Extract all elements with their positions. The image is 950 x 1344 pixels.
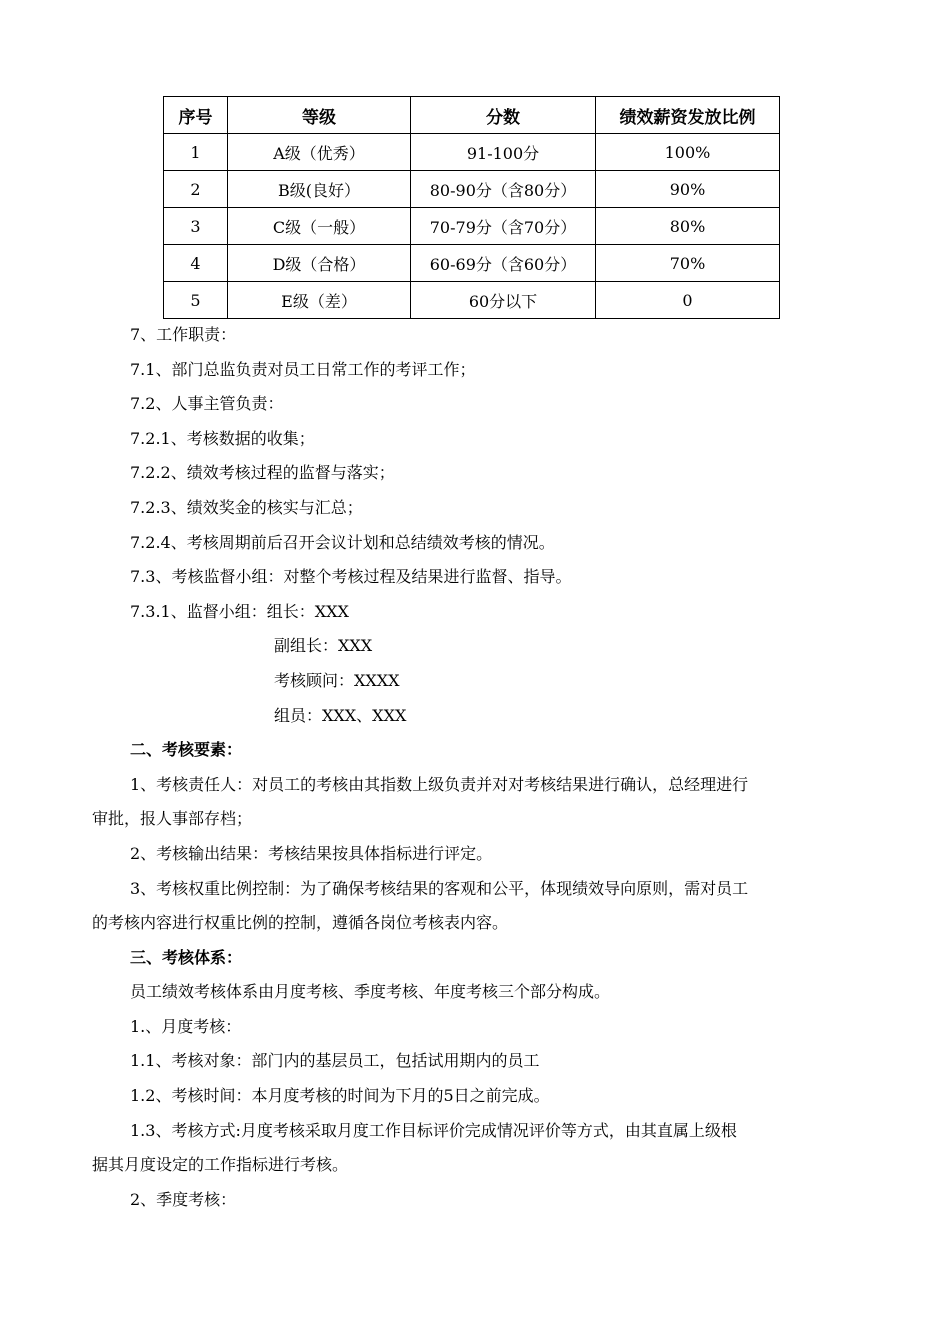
table-cell: A级（优秀） xyxy=(228,134,411,171)
document-body xyxy=(92,318,862,1217)
paragraph: 的考核内容进行权重比例的控制，遵循各岗位考核表内容。 xyxy=(92,913,509,933)
table-cell: E级（差） xyxy=(228,282,411,319)
paragraph: 2、考核输出结果：考核结果按具体指标进行评定。 xyxy=(130,843,493,863)
paragraph: 员工绩效考核体系由月度考核、季度考核、年度考核三个部分构成。 xyxy=(130,982,611,1002)
table-cell: 70% xyxy=(596,245,780,282)
paragraph: 考核顾问：XXXX xyxy=(274,670,400,690)
paragraph: 7.2.4、考核周期前后召开会议计划和总结绩效考核的情况。 xyxy=(130,532,555,552)
table-header-row xyxy=(164,97,780,134)
table-cell: 3 xyxy=(164,208,228,245)
table-cell: 80% xyxy=(596,208,780,245)
table-cell: 2 xyxy=(164,171,228,208)
paragraph: 7.2.3、绩效奖金的核实与汇总； xyxy=(130,497,363,517)
table-cell: 91-100分 xyxy=(411,134,596,171)
grade-table xyxy=(163,96,780,319)
table-cell: 80-90分（含80分） xyxy=(411,171,596,208)
table-cell: 5 xyxy=(164,282,228,319)
paragraph: 1、考核责任人：对员工的考核由其指数上级负责并对对考核结果进行确认，总经理进行 xyxy=(130,774,749,794)
paragraph: 1.1、考核对象：部门内的基层员工，包括试用期内的员工 xyxy=(130,1051,540,1071)
section-title-duties: 7、工作职责： xyxy=(130,325,237,344)
table-cell: B级(良好） xyxy=(228,171,411,208)
table-row xyxy=(164,134,780,171)
table-cell: 60-69分（含60分） xyxy=(411,245,596,282)
table-row xyxy=(164,171,780,208)
table-cell: 70-79分（含70分） xyxy=(411,208,596,245)
table-row xyxy=(164,245,780,282)
header-cell: 序号 xyxy=(164,97,228,134)
table-cell: 90% xyxy=(596,171,780,208)
table-cell: D级（合格） xyxy=(228,245,411,282)
paragraph: 组员：XXX、XXX xyxy=(274,705,407,725)
paragraph: 7.3、考核监督小组：对整个考核过程及结果进行监督、指导。 xyxy=(130,567,572,587)
paragraph: 2、季度考核： xyxy=(130,1189,237,1209)
table-cell: 4 xyxy=(164,245,228,282)
header-cell: 等级 xyxy=(228,97,411,134)
table-row xyxy=(164,208,780,245)
header-cell: 分数 xyxy=(411,97,596,134)
paragraph: 7.2.1、考核数据的收集； xyxy=(130,428,315,448)
table-cell: C级（一般） xyxy=(228,208,411,245)
paragraph: 3、考核权重比例控制：为了确保考核结果的客观和公平，体现绩效导向原则，需对员工 xyxy=(130,878,749,898)
paragraph: 1.2、考核时间：本月度考核的时间为下月的5日之前完成。 xyxy=(130,1086,550,1106)
paragraph: 审批，报人事部存档； xyxy=(92,809,253,829)
table-row xyxy=(164,282,780,319)
section-heading: 二、考核要素： xyxy=(130,740,243,760)
paragraph: 7.2.2、绩效考核过程的监督与落实； xyxy=(130,463,395,483)
section-heading: 三、考核体系： xyxy=(130,947,243,967)
paragraph: 1.、月度考核： xyxy=(130,1016,242,1036)
header-cell: 绩效薪资发放比例 xyxy=(596,97,780,134)
paragraph: 7.1、部门总监负责对员工日常工作的考评工作； xyxy=(130,359,476,379)
paragraph: 7.3.1、监督小组：组长：XXX xyxy=(130,601,349,621)
paragraph: 据其月度设定的工作指标进行考核。 xyxy=(92,1155,349,1175)
table-cell: 1 xyxy=(164,134,228,171)
table-cell: 100% xyxy=(596,134,780,171)
paragraph: 1.3、考核方式:月度考核采取月度工作目标评价完成情况评价等方式，由其直属上级根 xyxy=(130,1120,737,1140)
table-cell: 60分以下 xyxy=(411,282,596,319)
paragraph: 副组长：XXX xyxy=(274,636,373,656)
table-cell: 0 xyxy=(596,282,780,319)
paragraph: 7.2、人事主管负责： xyxy=(130,394,284,414)
